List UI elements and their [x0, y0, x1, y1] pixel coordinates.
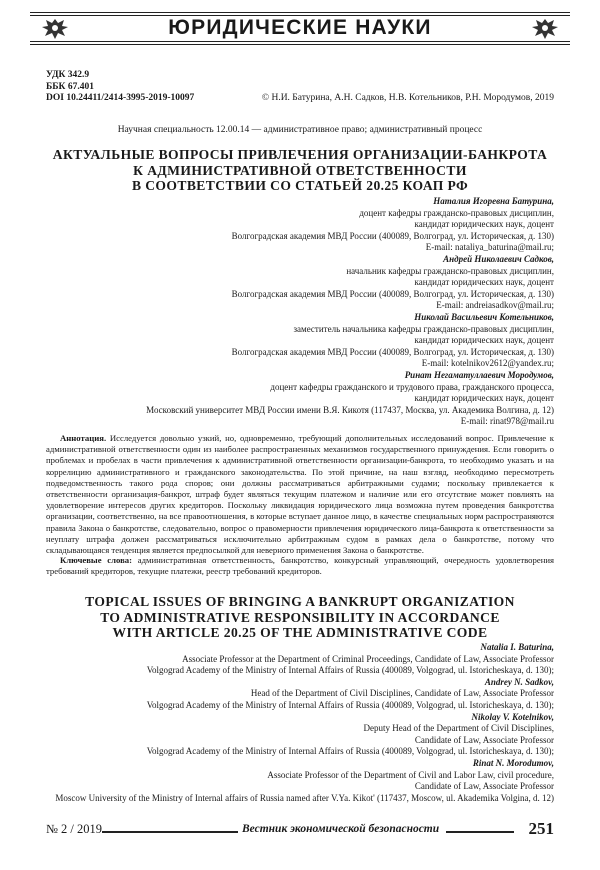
abstract: [46, 433, 554, 556]
emblem-icon: [530, 16, 560, 42]
author-affiliation: Московский университет МВД России имени В.Я. Кикотя (117437, Москва, ул. Академика Волгина, д. 12): [146, 404, 554, 415]
author-list-en: [55, 642, 554, 804]
udk-code: УДК 342.9: [46, 70, 90, 80]
author-degree: кандидат юридических наук, доцент: [414, 277, 554, 288]
author-name: Наталия Игоревна Батурина,: [433, 196, 554, 206]
author-name: Rinat N. Morodumov,: [472, 757, 554, 768]
author-degree: Candidate of Law, Associate Professor: [414, 781, 554, 792]
author-affiliation: Волгоградская академия МВД России (400089, Волгоград, ул. Историческая, д. 130): [231, 288, 554, 299]
author-position: Head of the Department of Civil Disciplines, Candidate of Law, Associate Professor: [250, 688, 554, 699]
author-position: Associate Professor of the Department of Civil and Labor Law, civil procedure,: [267, 769, 554, 780]
header-rule: [30, 12, 570, 13]
author-position: доцент кафедры гражданско-правовых дисциплин,: [359, 207, 554, 218]
author-name: Andrey N. Sadkov,: [484, 676, 554, 687]
specialty-line: Научная специальность 12.00.14 — административное право; административный процесс: [117, 125, 483, 135]
author-affiliation: Volgograd Academy of the Ministry of Internal Affairs of Russia (400089, Volgograd, ul. Istoricheskaya, d. 130);: [146, 665, 554, 676]
author-affiliation: Волгоградская академия МВД России (400089, Волгоград, ул. Историческая, д. 130): [231, 230, 554, 241]
footer-rule: [446, 831, 514, 833]
author-email: E-mail: andreiasadkov@mail.ru;: [436, 300, 554, 311]
journal-header: [30, 10, 570, 44]
author-name: Ринат Негаматуллаевич Мородумов,: [404, 369, 554, 380]
section-title: ЮРИДИЧЕСКИЕ НАУКИ: [168, 16, 432, 39]
author-position: заместитель начальника кафедры гражданско-правовых дисциплин,: [293, 323, 554, 334]
author-degree: кандидат юридических наук, доцент: [414, 335, 554, 346]
author-name: Nikolay V. Kotelnikov,: [471, 711, 554, 722]
author-affiliation: Волгоградская академия МВД России (400089, Волгоград, ул. Историческая, д. 130): [231, 346, 554, 357]
title-line: TO ADMINISTRATIVE RESPONSIBILITY IN ACCORDANCE: [100, 609, 500, 625]
title-line: WITH ARTICLE 20.25 OF THE ADMINISTRATIVE CODE: [112, 625, 488, 640]
title-line: К АДМИНИСТРАТИВНОЙ ОТВЕТСТВЕННОСТИ: [133, 162, 467, 178]
author-name: Николай Васильевич Котельников,: [414, 311, 554, 322]
journal-name: Вестник экономической безопасности: [242, 823, 440, 835]
keywords: [46, 555, 554, 577]
author-position: начальник кафедры гражданско-правовых дисциплин,: [346, 265, 554, 276]
author-affiliation: Volgograd Academy of the Ministry of Internal Affairs of Russia (400089, Volgograd, ul. Istoricheskaya, d. 130);: [146, 746, 554, 757]
author-email: E-mail: rinat978@mail.ru: [460, 416, 554, 427]
author-position: Associate Professor at the Department of Criminal Proceedings, Candidate of Law, Associate Professor: [182, 653, 554, 664]
header-rule: [30, 44, 570, 45]
author-name: Natalia I. Baturina,: [480, 642, 554, 652]
article-title-ru: [40, 147, 560, 194]
page-number: 251: [528, 819, 554, 838]
author-degree: кандидат юридических наук, доцент: [414, 219, 554, 230]
bbk-code: ББК 67.401: [46, 81, 94, 92]
keywords-text: административная ответственность, банкротство, конкурсный управляющий, очередность удовлетворения требований кредиторов, текущие платежи, реестр требований кредиторов.: [46, 555, 555, 577]
page-footer: [46, 819, 554, 842]
author-list-ru: [146, 196, 554, 428]
author-position: доцент кафедры гражданского и трудового права, гражданского процесса,: [270, 381, 554, 392]
abstract-text: Исследуется довольно узкий, но, одновременно, требующий дополнительных исследований вопрос. Привлечение к административной ответственности один из наиболее распространенных механизмов государственного принуждения. Если говорить о проблемах и пробелах в части привлечения к административной ответственности организации-банкрота, то необходимо указать и на коррелицию административного и гражданского законодательства. По этой причине, на наш взгляд, необходимо пересмотреть подведомственность такого рода споров; они должны рассматриваться арбитражными судами; поскольку привлекается к ответственности организация-банкрот, штраф будет являться текущим платежом и наличие или его отсутствие может повлиять на удовлетворение интересов других кредиторов. Поскольку ликвидация юридического лица возможна путем проведения банкротства организации, соответственно, на все правоотношения, в которые вступает данное лицо, в качестве специальных норм распространяются правила Закона о банкротстве, следовательно, вопрос о правомерности привлечения юридического лица-банкрота к ответственности за неуплату штрафа должен рассматриваться исключительно арбитражным судом в рамках дела о банкротстве, потому что складывающаяся тенденция является предпосылкой для неверного применения Закона о банкротстве.: [46, 433, 554, 556]
author-email: E-mail: nataliya_baturina@mail.ru;: [425, 242, 554, 253]
copyright-line: © Н.И. Батурина, А.Н. Садков, Н.В. Котельников, Р.Н. Мородумов, 2019: [261, 93, 554, 103]
author-degree: Candidate of Law, Associate Professor: [414, 734, 554, 745]
abstract-label: Аннотация.: [60, 433, 107, 443]
author-name: Андрей Николаевич Садков,: [443, 253, 554, 264]
title-line: В СООТВЕТСТВИИ СО СТАТЬЕЙ 20.25 КОАП РФ: [131, 178, 469, 193]
keywords-label: Ключевые слова:: [60, 555, 133, 565]
classification-block: [46, 70, 194, 105]
author-affiliation: Moscow University of the Ministry of Internal affairs of Russia named after V.Ya. Kikot' (117437, Moscow, ul. Akademika Volgina, d. 12): [55, 792, 554, 803]
author-affiliation: Volgograd Academy of the Ministry of Internal Affairs of Russia (400089, Volgograd, ul. Istoricheskaya, d. 130);: [146, 699, 554, 710]
doi-code: DOI 10.24411/2414-3995-2019-10097: [46, 93, 195, 103]
header-rule: [30, 41, 570, 42]
author-email: E-mail: kotelnikov2612@yandex.ru;: [421, 358, 554, 369]
article-title-en: [40, 594, 560, 641]
author-degree: кандидат юридических наук, доцент: [414, 393, 554, 404]
title-line: TOPICAL ISSUES OF BRINGING A BANKRUPT ORGANIZATION: [85, 594, 515, 609]
title-line: АКТУАЛЬНЫЕ ВОПРОСЫ ПРИВЛЕЧЕНИЯ ОРГАНИЗАЦИИ-БАНКРОТА: [52, 147, 548, 162]
author-position: Deputy Head of the Department of Civil Disciplines,: [363, 723, 554, 734]
issue-number: № 2 / 2019: [46, 822, 103, 836]
footer-rule: [102, 831, 238, 833]
